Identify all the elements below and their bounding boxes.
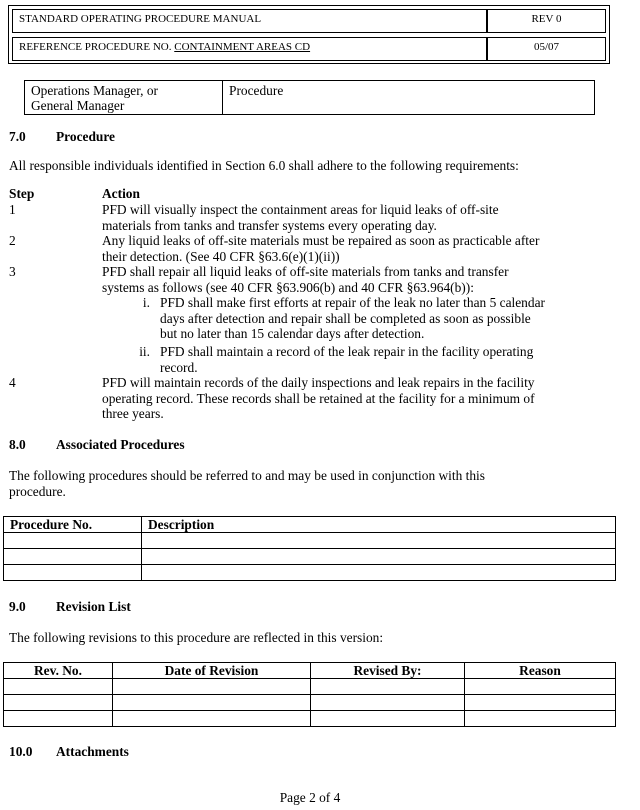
section-8-number: 8.0: [9, 437, 26, 452]
column-header: Rev. No.: [4, 663, 113, 679]
section-10-number: 10.0: [9, 744, 33, 759]
table-cell: [142, 565, 616, 581]
table-row: [4, 533, 616, 549]
table-row: [4, 549, 616, 565]
table-cell: [465, 679, 616, 695]
reference-procedure: [12, 37, 487, 61]
associated-procedures-table: [3, 516, 616, 581]
reference-prefix: REFERENCE PROCEDURE NO.: [19, 41, 175, 53]
column-header: Description: [142, 517, 616, 533]
manual-title: STANDARD OPERATING PROCEDURE MANUAL: [12, 9, 487, 33]
column-header: Date of Revision: [113, 663, 311, 679]
column-header: Reason: [465, 663, 616, 679]
step-line: systems as follows (see 40 CFR §63.906(b) and 40 CFR §63.964(b)):: [102, 279, 474, 295]
column-header: Revised By:: [311, 663, 465, 679]
section-9-title: Revision List: [56, 599, 131, 614]
step-number: 4: [9, 375, 16, 390]
table-cell: [4, 679, 113, 695]
table-cell: [465, 695, 616, 711]
step-line: PFD will maintain records of the daily inspections and leak repairs in the facility: [102, 375, 535, 390]
action-column-header: Action: [102, 186, 140, 201]
table-row: [4, 565, 616, 581]
responsible-task: Procedure: [229, 83, 284, 98]
table-cell: [142, 549, 616, 565]
table-cell: [4, 533, 142, 549]
section-9-intro: The following revisions to this procedure are reflected in this version:: [9, 630, 384, 645]
revision-list-table: [3, 662, 616, 727]
substep-text: [160, 295, 545, 342]
table-cell: [142, 533, 616, 549]
responsibility-table: [24, 80, 595, 115]
section-7-intro: All responsible individuals identified in Section 6.0 shall adhere to the following requirements:: [9, 158, 519, 173]
table-row: [4, 679, 616, 695]
step-number: 2: [9, 233, 16, 248]
table-cell: [311, 711, 465, 727]
intro-line: The following procedures should be referred to and may be used in conjunction with this: [9, 468, 485, 483]
reference-name: CONTAINMENT AREAS CD: [174, 41, 311, 53]
step-action: [102, 202, 499, 233]
table-cell: [465, 711, 616, 727]
step-column-header: Step: [9, 186, 35, 201]
column-header: Procedure No.: [4, 517, 142, 533]
substep-line: PFD shall make first efforts at repair of the leak no later than 5 calendar: [160, 295, 545, 310]
step-number: 1: [9, 202, 16, 217]
section-9-number: 9.0: [9, 599, 26, 614]
responsible-role: [25, 81, 223, 114]
step-number: 3: [9, 264, 16, 279]
substep-number: ii.: [139, 344, 150, 359]
step-line: their detection. (See 40 CFR §63.6(e)(1)(ii)): [102, 248, 340, 264]
substep-line: but no later than 15 calendar days after detection.: [160, 326, 425, 341]
table-header-row: [4, 517, 616, 533]
table-row: [4, 695, 616, 711]
step-line: PFD will visually inspect the containment areas for liquid leaks of off-site: [102, 202, 499, 217]
section-7-title: Procedure: [56, 129, 116, 144]
table-cell: [4, 549, 142, 565]
step-line: operating record. These records shall be retained at the facility for a minimum of: [102, 390, 535, 406]
table-cell: [113, 679, 311, 695]
table-cell: [311, 679, 465, 695]
step-line: Any liquid leaks of off-site materials must be repaired as soon as practicable after: [102, 233, 540, 248]
substep-line: PFD shall maintain a record of the leak repair in the facility operating: [160, 344, 534, 359]
table-cell: [113, 711, 311, 727]
header-date: 05/07: [487, 37, 606, 61]
table-header-row: [4, 663, 616, 679]
header-row-1: [12, 9, 606, 33]
table-row: [4, 711, 616, 727]
substep-number: i.: [142, 295, 150, 310]
role-line-2: General Manager: [31, 98, 125, 113]
header-row-2: [12, 37, 606, 61]
step-action: [102, 375, 535, 422]
step-line: three years.: [102, 406, 164, 421]
section-8-title: Associated Procedures: [56, 437, 185, 452]
substep-line: days after detection and repair shall be completed as soon as possible: [160, 310, 531, 326]
step-action: [102, 264, 509, 295]
table-cell: [4, 565, 142, 581]
table-cell: [4, 711, 113, 727]
intro-line: procedure.: [9, 484, 66, 499]
table-cell: [4, 695, 113, 711]
step-line: materials from tanks and transfer systems every operating day.: [102, 217, 437, 233]
document-header: [8, 5, 610, 64]
revision-label: REV 0: [487, 9, 606, 33]
section-10-title: Attachments: [56, 744, 129, 759]
step-action: [102, 233, 539, 264]
substep-text: [160, 344, 533, 375]
substep-line: record.: [160, 359, 198, 375]
role-line-1: Operations Manager, or: [31, 83, 159, 98]
step-line: PFD shall repair all liquid leaks of off-site materials from tanks and transfer: [102, 264, 509, 279]
page-number: Page 2 of 4: [279, 790, 341, 805]
section-7-number: 7.0: [9, 129, 26, 144]
table-cell: [113, 695, 311, 711]
table-cell: [311, 695, 465, 711]
section-8-intro: [9, 468, 485, 500]
